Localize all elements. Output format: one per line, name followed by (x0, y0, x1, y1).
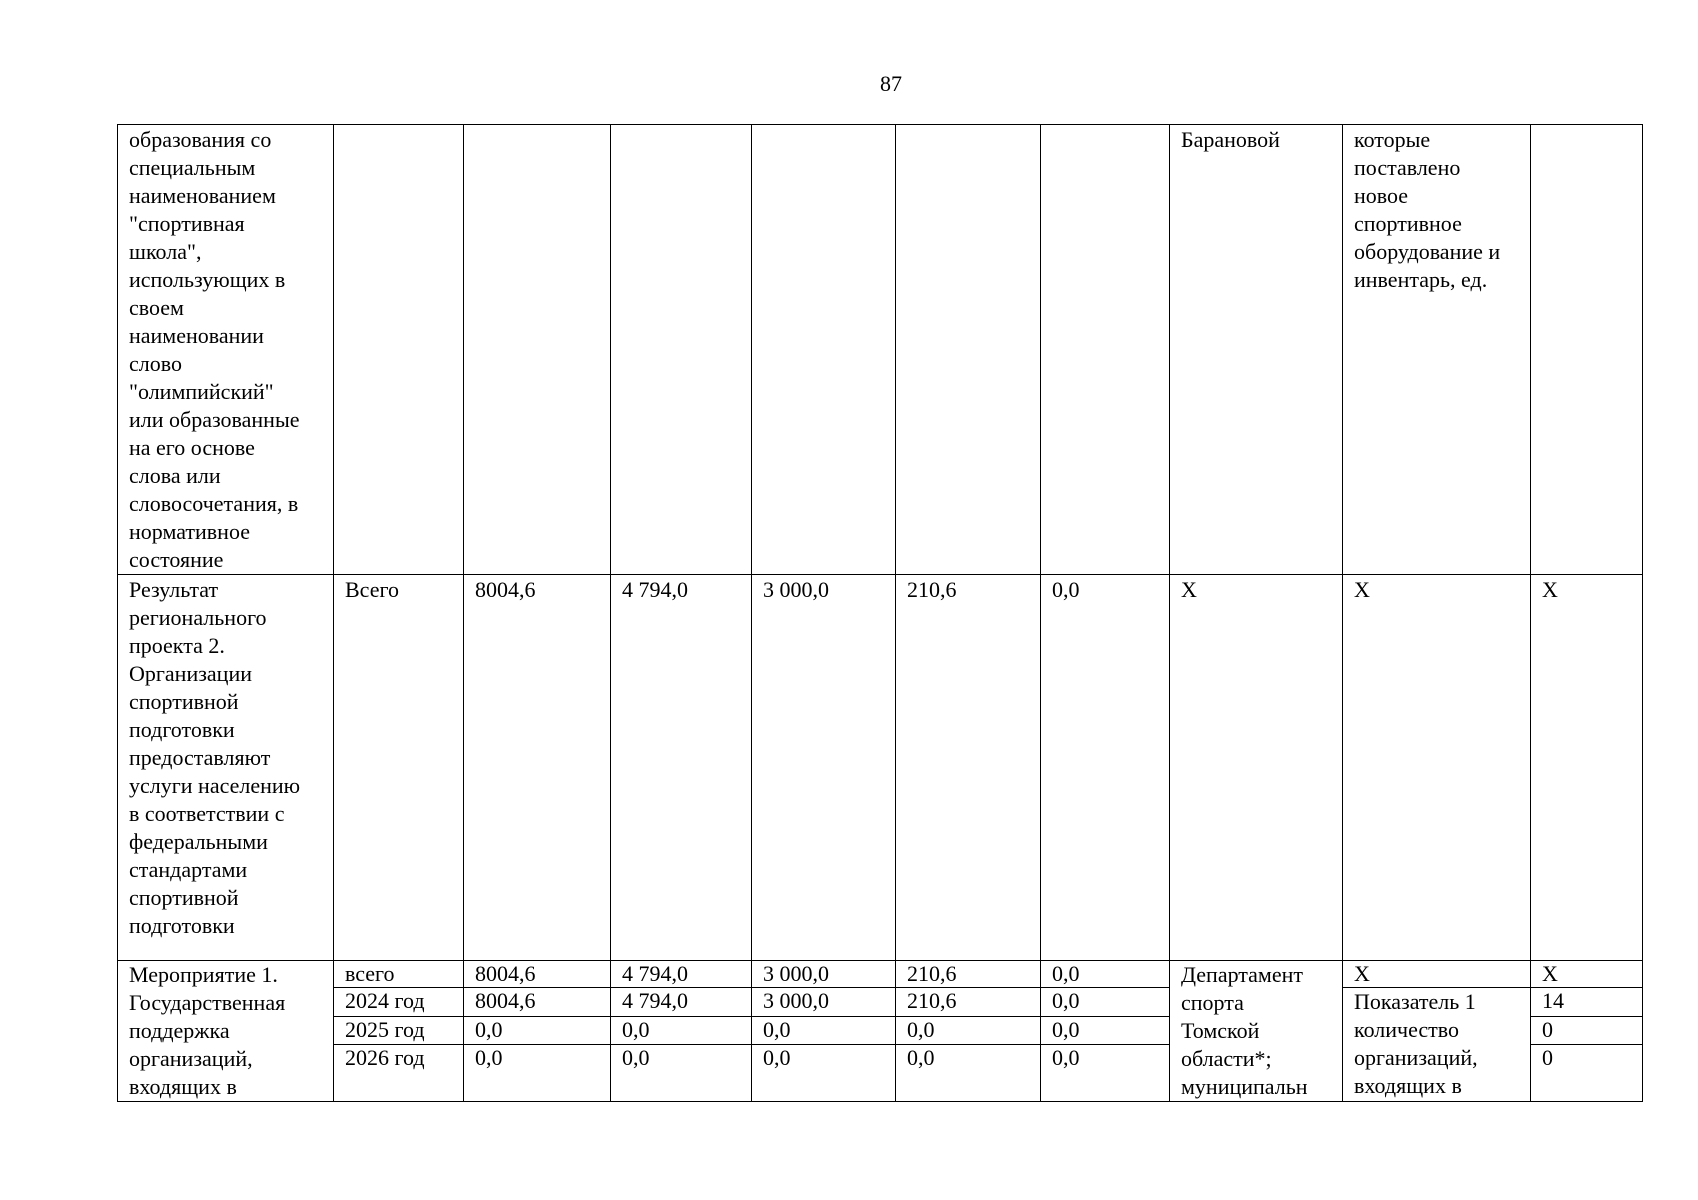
indicator-value-cell (1531, 125, 1643, 575)
extra-budget-cell: 0,0 (1041, 961, 1170, 988)
extra-budget-cell (1041, 125, 1170, 575)
table-row-2024 (118, 988, 1643, 1017)
indicator-value-cell: 0 (1531, 1044, 1643, 1101)
indicator-value-cell: X (1531, 575, 1643, 961)
federal-budget-cell (611, 125, 752, 575)
period-cell (334, 125, 464, 575)
period-cell: 2024 год (334, 988, 464, 1017)
federal-budget-cell: 0,0 (611, 1044, 752, 1101)
local-budget-cell: 210,6 (896, 988, 1041, 1017)
regional-budget-cell: 3 000,0 (752, 575, 896, 961)
measure-name-cell: образования со специальным наименованием "спортивная школа", использующих в своем наименовании слово "олимпийский" или образованные на его основе слова или словосочетания, в нормативное состояние (118, 125, 334, 575)
regional-budget-cell: 0,0 (752, 1016, 896, 1044)
total-cell: 8004,6 (464, 988, 611, 1017)
period-cell: всего (334, 961, 464, 988)
period-cell: Всего (334, 575, 464, 961)
extra-budget-cell: 0,0 (1041, 1044, 1170, 1101)
local-budget-cell: 210,6 (896, 575, 1041, 961)
page-number: 87 (880, 71, 902, 96)
executor-cell: X (1170, 575, 1343, 961)
total-cell: 0,0 (464, 1044, 611, 1101)
indicator-value-cell: 0 (1531, 1016, 1643, 1044)
extra-budget-cell: 0,0 (1041, 988, 1170, 1017)
regional-budget-cell: 3 000,0 (752, 988, 896, 1017)
federal-budget-cell: 0,0 (611, 1016, 752, 1044)
table-row-result (118, 575, 1643, 961)
regional-budget-cell: 0,0 (752, 1044, 896, 1101)
result-name-cell: Результат регионального проекта 2. Организации спортивной подготовки предоставляют услуги населению в соответствии с федеральными стандартами спортивной подготовки (118, 575, 334, 961)
table-row-measure-total (118, 961, 1643, 988)
indicator-cell: X (1343, 961, 1531, 988)
indicator-cell: которые поставлено новое спортивное оборудование и инвентарь, ед. (1343, 125, 1531, 575)
indicator-value-cell: X (1531, 961, 1643, 988)
indicator-value-cell: 14 (1531, 988, 1643, 1017)
local-budget-cell: 0,0 (896, 1016, 1041, 1044)
extra-budget-cell: 0,0 (1041, 1016, 1170, 1044)
executor-cell: Барановой (1170, 125, 1343, 575)
federal-budget-cell: 4 794,0 (611, 575, 752, 961)
total-cell (464, 125, 611, 575)
total-cell: 8004,6 (464, 575, 611, 961)
total-cell: 0,0 (464, 1016, 611, 1044)
extra-budget-cell: 0,0 (1041, 575, 1170, 961)
local-budget-cell: 210,6 (896, 961, 1041, 988)
executor-cell: Департамент спорта Томской области*; муниципальн (1170, 961, 1343, 1102)
total-cell: 8004,6 (464, 961, 611, 988)
regional-budget-cell: 3 000,0 (752, 961, 896, 988)
period-cell: 2026 год (334, 1044, 464, 1101)
program-table (117, 124, 1643, 1102)
indicator-name-cell: Показатель 1 количество организаций, входящих в (1343, 988, 1531, 1102)
regional-budget-cell (752, 125, 896, 575)
measure-name-cell: Мероприятие 1. Государственная поддержка организаций, входящих в (118, 961, 334, 1102)
local-budget-cell (896, 125, 1041, 575)
period-cell: 2025 год (334, 1016, 464, 1044)
table-row-continuation (118, 125, 1643, 575)
local-budget-cell: 0,0 (896, 1044, 1041, 1101)
federal-budget-cell: 4 794,0 (611, 961, 752, 988)
federal-budget-cell: 4 794,0 (611, 988, 752, 1017)
indicator-cell: X (1343, 575, 1531, 961)
